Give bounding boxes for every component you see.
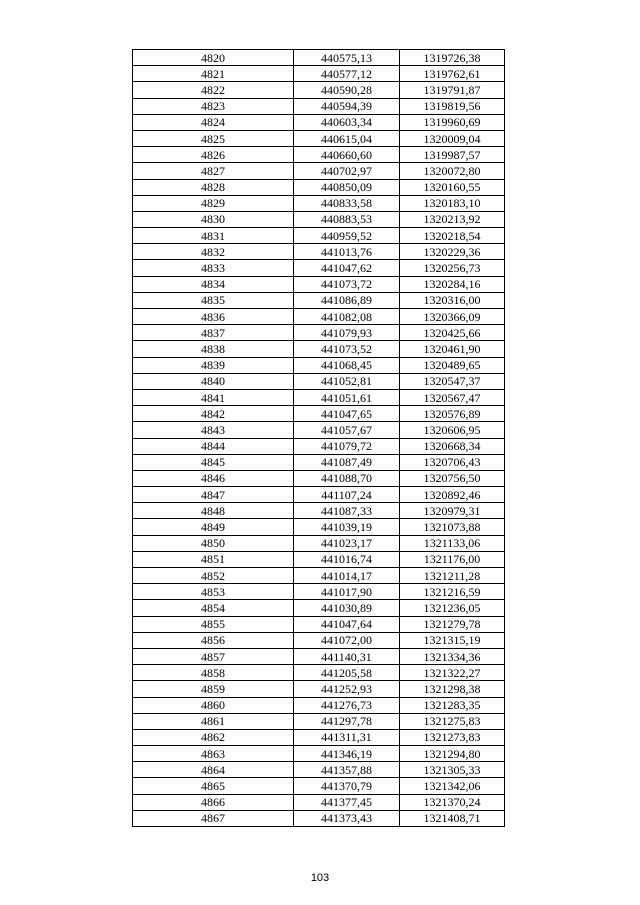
table-row bbox=[133, 503, 505, 519]
y-coordinate-cell: 1321211,28 bbox=[400, 568, 505, 584]
y-coordinate-cell: 1319726,38 bbox=[400, 50, 505, 66]
table-row bbox=[133, 762, 505, 778]
x-coordinate-cell: 440959,52 bbox=[294, 228, 400, 244]
x-coordinate-cell: 441047,62 bbox=[294, 260, 400, 276]
point-number-cell: 4846 bbox=[133, 470, 294, 486]
y-coordinate-cell: 1321334,36 bbox=[400, 648, 505, 664]
point-number-cell: 4830 bbox=[133, 211, 294, 227]
point-number-cell: 4825 bbox=[133, 130, 294, 146]
y-coordinate-cell: 1321275,83 bbox=[400, 713, 505, 729]
table-row bbox=[133, 713, 505, 729]
y-coordinate-cell: 1321273,83 bbox=[400, 729, 505, 745]
table-row bbox=[133, 810, 505, 826]
point-number-cell: 4855 bbox=[133, 616, 294, 632]
x-coordinate-cell: 441023,17 bbox=[294, 535, 400, 551]
table-row bbox=[133, 163, 505, 179]
x-coordinate-cell: 441087,49 bbox=[294, 454, 400, 470]
y-coordinate-cell: 1321342,06 bbox=[400, 778, 505, 794]
x-coordinate-cell: 441373,43 bbox=[294, 810, 400, 826]
y-coordinate-cell: 1319960,69 bbox=[400, 114, 505, 130]
y-coordinate-cell: 1320706,43 bbox=[400, 454, 505, 470]
y-coordinate-cell: 1320425,66 bbox=[400, 325, 505, 341]
x-coordinate-cell: 441039,19 bbox=[294, 519, 400, 535]
y-coordinate-cell: 1320979,31 bbox=[400, 503, 505, 519]
table-row bbox=[133, 487, 505, 503]
y-coordinate-cell: 1320229,36 bbox=[400, 244, 505, 260]
x-coordinate-cell: 441088,70 bbox=[294, 470, 400, 486]
table-row bbox=[133, 648, 505, 664]
table-row bbox=[133, 66, 505, 82]
table-row bbox=[133, 778, 505, 794]
table-row bbox=[133, 276, 505, 292]
point-number-cell: 4858 bbox=[133, 665, 294, 681]
point-number-cell: 4831 bbox=[133, 228, 294, 244]
x-coordinate-cell: 441013,76 bbox=[294, 244, 400, 260]
table-row bbox=[133, 195, 505, 211]
x-coordinate-cell: 441047,65 bbox=[294, 406, 400, 422]
x-coordinate-cell: 441079,72 bbox=[294, 438, 400, 454]
table-row bbox=[133, 325, 505, 341]
table-row bbox=[133, 50, 505, 66]
x-coordinate-cell: 441079,93 bbox=[294, 325, 400, 341]
point-number-cell: 4859 bbox=[133, 681, 294, 697]
point-number-cell: 4863 bbox=[133, 746, 294, 762]
point-number-cell: 4838 bbox=[133, 341, 294, 357]
table-row bbox=[133, 389, 505, 405]
point-number-cell: 4832 bbox=[133, 244, 294, 260]
point-number-cell: 4840 bbox=[133, 373, 294, 389]
x-coordinate-cell: 441030,89 bbox=[294, 600, 400, 616]
x-coordinate-cell: 441252,93 bbox=[294, 681, 400, 697]
point-number-cell: 4833 bbox=[133, 260, 294, 276]
y-coordinate-cell: 1321315,19 bbox=[400, 632, 505, 648]
y-coordinate-cell: 1320256,73 bbox=[400, 260, 505, 276]
table-row bbox=[133, 341, 505, 357]
table-row bbox=[133, 519, 505, 535]
table-row bbox=[133, 114, 505, 130]
x-coordinate-cell: 441014,17 bbox=[294, 568, 400, 584]
point-number-cell: 4849 bbox=[133, 519, 294, 535]
x-coordinate-cell: 441140,31 bbox=[294, 648, 400, 664]
x-coordinate-cell: 440833,58 bbox=[294, 195, 400, 211]
table-row bbox=[133, 211, 505, 227]
y-coordinate-cell: 1320366,09 bbox=[400, 309, 505, 325]
point-number-cell: 4824 bbox=[133, 114, 294, 130]
x-coordinate-cell: 441057,67 bbox=[294, 422, 400, 438]
y-coordinate-cell: 1319762,61 bbox=[400, 66, 505, 82]
table-row bbox=[133, 584, 505, 600]
point-number-cell: 4834 bbox=[133, 276, 294, 292]
point-number-cell: 4842 bbox=[133, 406, 294, 422]
table-row bbox=[133, 632, 505, 648]
y-coordinate-cell: 1320160,55 bbox=[400, 179, 505, 195]
table-row bbox=[133, 373, 505, 389]
table-row bbox=[133, 438, 505, 454]
table-row bbox=[133, 422, 505, 438]
point-number-cell: 4845 bbox=[133, 454, 294, 470]
y-coordinate-cell: 1320183,10 bbox=[400, 195, 505, 211]
y-coordinate-cell: 1321279,78 bbox=[400, 616, 505, 632]
table-row bbox=[133, 82, 505, 98]
y-coordinate-cell: 1321236,05 bbox=[400, 600, 505, 616]
point-number-cell: 4866 bbox=[133, 794, 294, 810]
table-row bbox=[133, 616, 505, 632]
point-number-cell: 4864 bbox=[133, 762, 294, 778]
table-row bbox=[133, 568, 505, 584]
x-coordinate-cell: 440660,60 bbox=[294, 147, 400, 163]
y-coordinate-cell: 1321370,24 bbox=[400, 794, 505, 810]
point-number-cell: 4827 bbox=[133, 163, 294, 179]
point-number-cell: 4856 bbox=[133, 632, 294, 648]
y-coordinate-cell: 1320072,80 bbox=[400, 163, 505, 179]
point-number-cell: 4867 bbox=[133, 810, 294, 826]
point-number-cell: 4850 bbox=[133, 535, 294, 551]
coordinates-table-body bbox=[133, 50, 505, 827]
coordinates-table bbox=[132, 49, 505, 827]
y-coordinate-cell: 1321133,06 bbox=[400, 535, 505, 551]
x-coordinate-cell: 441016,74 bbox=[294, 551, 400, 567]
x-coordinate-cell: 440590,28 bbox=[294, 82, 400, 98]
x-coordinate-cell: 441073,52 bbox=[294, 341, 400, 357]
point-number-cell: 4839 bbox=[133, 357, 294, 373]
y-coordinate-cell: 1320461,90 bbox=[400, 341, 505, 357]
y-coordinate-cell: 1319987,57 bbox=[400, 147, 505, 163]
x-coordinate-cell: 441205,58 bbox=[294, 665, 400, 681]
x-coordinate-cell: 440702,97 bbox=[294, 163, 400, 179]
x-coordinate-cell: 441017,90 bbox=[294, 584, 400, 600]
point-number-cell: 4847 bbox=[133, 487, 294, 503]
table-row bbox=[133, 454, 505, 470]
point-number-cell: 4844 bbox=[133, 438, 294, 454]
x-coordinate-cell: 441370,79 bbox=[294, 778, 400, 794]
x-coordinate-cell: 441087,33 bbox=[294, 503, 400, 519]
point-number-cell: 4857 bbox=[133, 648, 294, 664]
y-coordinate-cell: 1320668,34 bbox=[400, 438, 505, 454]
y-coordinate-cell: 1320576,89 bbox=[400, 406, 505, 422]
table-row bbox=[133, 551, 505, 567]
y-coordinate-cell: 1320567,47 bbox=[400, 389, 505, 405]
table-row bbox=[133, 794, 505, 810]
x-coordinate-cell: 441297,78 bbox=[294, 713, 400, 729]
y-coordinate-cell: 1320009,04 bbox=[400, 130, 505, 146]
y-coordinate-cell: 1319791,87 bbox=[400, 82, 505, 98]
x-coordinate-cell: 440575,13 bbox=[294, 50, 400, 66]
x-coordinate-cell: 441377,45 bbox=[294, 794, 400, 810]
x-coordinate-cell: 440615,04 bbox=[294, 130, 400, 146]
point-number-cell: 4836 bbox=[133, 309, 294, 325]
table-row bbox=[133, 470, 505, 486]
y-coordinate-cell: 1320284,16 bbox=[400, 276, 505, 292]
x-coordinate-cell: 441052,81 bbox=[294, 373, 400, 389]
table-row bbox=[133, 681, 505, 697]
point-number-cell: 4822 bbox=[133, 82, 294, 98]
table-row bbox=[133, 746, 505, 762]
table-row bbox=[133, 244, 505, 260]
y-coordinate-cell: 1321216,59 bbox=[400, 584, 505, 600]
x-coordinate-cell: 441107,24 bbox=[294, 487, 400, 503]
table-row bbox=[133, 697, 505, 713]
y-coordinate-cell: 1321294,80 bbox=[400, 746, 505, 762]
y-coordinate-cell: 1320547,37 bbox=[400, 373, 505, 389]
y-coordinate-cell: 1319819,56 bbox=[400, 98, 505, 114]
x-coordinate-cell: 440577,12 bbox=[294, 66, 400, 82]
y-coordinate-cell: 1321305,33 bbox=[400, 762, 505, 778]
page-number: 103 bbox=[310, 872, 330, 884]
x-coordinate-cell: 440594,39 bbox=[294, 98, 400, 114]
y-coordinate-cell: 1321408,71 bbox=[400, 810, 505, 826]
point-number-cell: 4828 bbox=[133, 179, 294, 195]
table-row bbox=[133, 147, 505, 163]
table-row bbox=[133, 535, 505, 551]
y-coordinate-cell: 1321073,88 bbox=[400, 519, 505, 535]
point-number-cell: 4837 bbox=[133, 325, 294, 341]
point-number-cell: 4854 bbox=[133, 600, 294, 616]
point-number-cell: 4853 bbox=[133, 584, 294, 600]
table-row bbox=[133, 600, 505, 616]
y-coordinate-cell: 1320218,54 bbox=[400, 228, 505, 244]
point-number-cell: 4841 bbox=[133, 389, 294, 405]
table-row bbox=[133, 228, 505, 244]
point-number-cell: 4823 bbox=[133, 98, 294, 114]
table-row bbox=[133, 357, 505, 373]
point-number-cell: 4860 bbox=[133, 697, 294, 713]
y-coordinate-cell: 1321298,38 bbox=[400, 681, 505, 697]
y-coordinate-cell: 1320756,50 bbox=[400, 470, 505, 486]
y-coordinate-cell: 1320892,46 bbox=[400, 487, 505, 503]
y-coordinate-cell: 1321176,00 bbox=[400, 551, 505, 567]
x-coordinate-cell: 441047,64 bbox=[294, 616, 400, 632]
point-number-cell: 4829 bbox=[133, 195, 294, 211]
point-number-cell: 4821 bbox=[133, 66, 294, 82]
point-number-cell: 4848 bbox=[133, 503, 294, 519]
point-number-cell: 4835 bbox=[133, 292, 294, 308]
point-number-cell: 4826 bbox=[133, 147, 294, 163]
x-coordinate-cell: 441311,31 bbox=[294, 729, 400, 745]
table-row bbox=[133, 98, 505, 114]
table-row bbox=[133, 260, 505, 276]
table-row bbox=[133, 729, 505, 745]
x-coordinate-cell: 441276,73 bbox=[294, 697, 400, 713]
table-row bbox=[133, 292, 505, 308]
table-row bbox=[133, 309, 505, 325]
y-coordinate-cell: 1321322,27 bbox=[400, 665, 505, 681]
x-coordinate-cell: 441082,08 bbox=[294, 309, 400, 325]
x-coordinate-cell: 441051,61 bbox=[294, 389, 400, 405]
x-coordinate-cell: 441086,89 bbox=[294, 292, 400, 308]
x-coordinate-cell: 440850,09 bbox=[294, 179, 400, 195]
x-coordinate-cell: 441357,88 bbox=[294, 762, 400, 778]
y-coordinate-cell: 1320316,00 bbox=[400, 292, 505, 308]
x-coordinate-cell: 441072,00 bbox=[294, 632, 400, 648]
point-number-cell: 4852 bbox=[133, 568, 294, 584]
x-coordinate-cell: 440883,53 bbox=[294, 211, 400, 227]
x-coordinate-cell: 441073,72 bbox=[294, 276, 400, 292]
point-number-cell: 4843 bbox=[133, 422, 294, 438]
table-row bbox=[133, 130, 505, 146]
table-row bbox=[133, 406, 505, 422]
table-row bbox=[133, 665, 505, 681]
y-coordinate-cell: 1320213,92 bbox=[400, 211, 505, 227]
point-number-cell: 4861 bbox=[133, 713, 294, 729]
x-coordinate-cell: 440603,34 bbox=[294, 114, 400, 130]
y-coordinate-cell: 1321283,35 bbox=[400, 697, 505, 713]
x-coordinate-cell: 441068,45 bbox=[294, 357, 400, 373]
point-number-cell: 4820 bbox=[133, 50, 294, 66]
point-number-cell: 4851 bbox=[133, 551, 294, 567]
table-row bbox=[133, 179, 505, 195]
x-coordinate-cell: 441346,19 bbox=[294, 746, 400, 762]
point-number-cell: 4862 bbox=[133, 729, 294, 745]
point-number-cell: 4865 bbox=[133, 778, 294, 794]
y-coordinate-cell: 1320489,65 bbox=[400, 357, 505, 373]
y-coordinate-cell: 1320606,95 bbox=[400, 422, 505, 438]
